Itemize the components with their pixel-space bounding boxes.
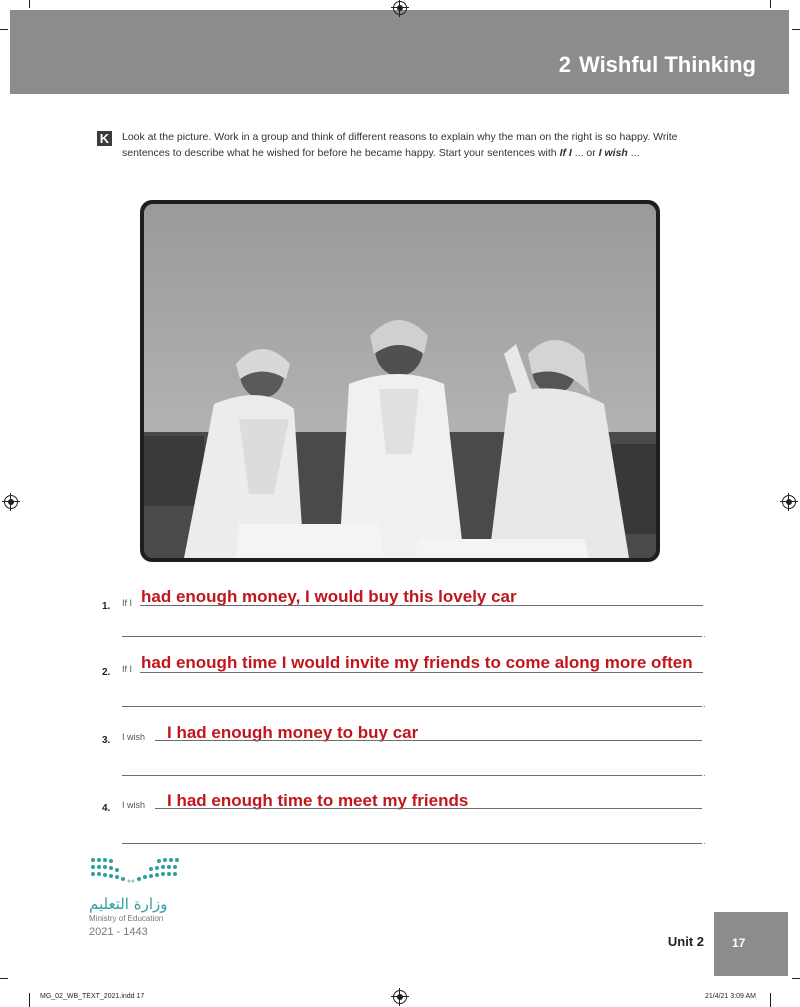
activity-photo — [140, 200, 660, 562]
list-item — [102, 662, 110, 680]
item-lead: If I — [122, 664, 133, 674]
crop-mark — [770, 993, 771, 1007]
line-end: . — [703, 836, 706, 846]
ministry-name-english: Ministry of Education — [89, 914, 164, 923]
answer-line — [140, 672, 703, 673]
registration-mark-icon — [393, 1, 407, 15]
item-lead: I wish — [122, 800, 146, 810]
line-end: . — [703, 699, 706, 709]
answer-line — [155, 808, 702, 809]
instruction-or: ... or — [571, 147, 599, 159]
instruction-i-wish: I wish — [598, 147, 628, 159]
registration-mark-icon — [782, 495, 796, 509]
item-number: 1. — [102, 601, 111, 612]
ministry-logo-icon — [89, 855, 181, 885]
three-men-sitting-photo — [144, 204, 656, 558]
answer-line — [122, 706, 702, 707]
unit-label: Unit 2 — [667, 934, 704, 949]
item-number: 4. — [102, 803, 111, 814]
activity-instructions — [122, 129, 712, 161]
answer-text[interactable]: had enough money, I would buy this lovely car — [141, 587, 517, 606]
crop-mark — [0, 29, 8, 30]
registration-mark-icon — [4, 495, 18, 509]
crop-mark — [792, 978, 800, 979]
ministry-name-arabic: وزارة التعليم — [89, 895, 168, 913]
answer-line — [122, 843, 702, 844]
answer-text[interactable]: I had enough money to buy car — [167, 723, 419, 742]
item-lead: I wish — [122, 732, 146, 742]
instruction-if-i: If I — [559, 147, 572, 159]
answer-text[interactable]: had enough time I would invite my friends to come along more often — [141, 653, 693, 672]
instruction-text: Look at the picture. Work in a group and think of different reasons to explain why the man on the right is so happy. Write sentences to describe what he wished for before he became happy. Start your sentences with — [122, 131, 678, 159]
file-slug: MG_02_WB_TEXT_2021.indd 17 — [40, 993, 145, 1000]
list-item — [102, 596, 110, 614]
edition-year: 2021 - 1443 — [89, 926, 148, 938]
crop-mark — [770, 0, 771, 8]
crop-mark — [29, 993, 30, 1007]
item-number: 3. — [102, 735, 111, 746]
answer-line — [140, 605, 703, 606]
chapter-heading — [559, 52, 756, 78]
answer-line — [155, 740, 702, 741]
list-item — [102, 798, 110, 816]
activity-badge: K — [97, 131, 112, 146]
item-lead: If I — [122, 598, 133, 608]
list-item — [102, 730, 110, 748]
crop-mark — [792, 29, 800, 30]
line-end: . — [703, 768, 706, 778]
item-number: 2. — [102, 667, 111, 678]
answer-line — [122, 775, 702, 776]
page-number: 17 — [732, 936, 746, 950]
chapter-number: 2 — [558, 52, 571, 77]
chapter-title: Wishful Thinking — [579, 52, 756, 77]
print-timestamp: 21/4/21 3:09 AM — [705, 993, 756, 1000]
page-number-box — [714, 912, 788, 976]
crop-mark — [0, 978, 8, 979]
answer-text[interactable]: I had enough time to meet my friends — [167, 791, 469, 810]
registration-mark-icon — [393, 990, 407, 1004]
line-end: . — [703, 629, 706, 639]
instruction-ellipsis: ... — [627, 147, 640, 159]
answer-line — [122, 636, 702, 637]
crop-mark — [29, 0, 30, 8]
